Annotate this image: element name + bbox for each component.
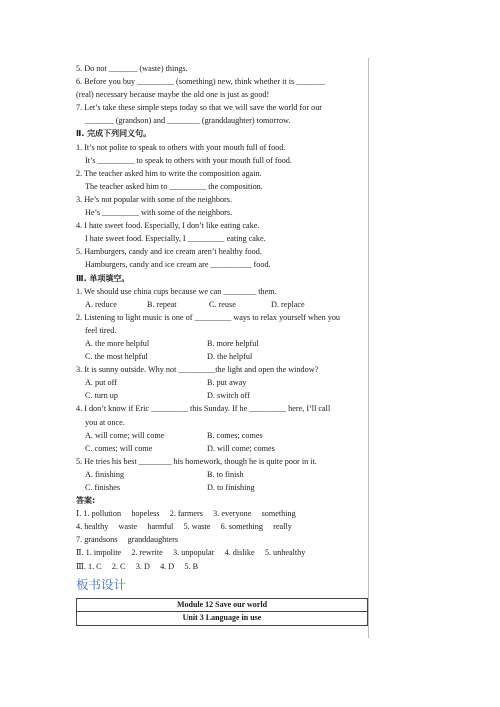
text-line: _______ (grandson) and ________ (granddaughter) tomorrow. [85,116,291,126]
margin-line [368,58,369,638]
question: 3. It is sunny outside. Why not _________the light and open the window? [76,365,319,375]
text-line: The teacher asked him to _________ the composition. [85,181,263,191]
option: C. comes; will come [85,443,153,453]
text-line: (real) necessary because maybe the old one is just as good! [76,90,270,100]
options-row [76,376,366,389]
option: C. turn up [85,391,118,401]
question: you at once. [85,417,125,427]
option: B. put away [207,378,247,388]
options-row [76,298,366,311]
text-line: 2. The teacher asked him to write the composition again. [76,168,262,178]
options-row [76,442,366,455]
option: D. the helpful [207,352,253,362]
text-line: 7. Let’s take these simple steps today so that we will save the world for our [76,103,323,113]
option: A. reduce [85,299,117,309]
text-line: I hate sweet food. Especially, I _________ eating cake. [85,234,266,244]
section-heading: Ⅱ. 完成下列同义句。 [76,129,152,139]
text-line: 5. Hamburgers, candy and ice cream aren’t healthy food. [76,247,262,257]
options-row [76,429,366,442]
answer-line: 7. grandsons granddaughters [76,535,179,545]
box-row-unit: Unit 3 Language in use [77,611,367,625]
text-line: He’s _________ with some of the neighbors. [85,208,233,218]
option: D. replace [271,299,305,309]
option: D. switch off [207,391,250,401]
question: 4. I don’t know if Eric _________ this Sunday. If he _________ here, I’ll call [76,404,331,414]
answer-line: Ⅰ. 1. pollution hopeless 2. farmers 3. everyone something [76,509,296,519]
document-content [76,62,366,626]
option: D. to finishing [207,483,255,492]
question: 2. Listening to light music is one of _________ ways to relax yourself when you [76,312,341,322]
text-line: 5. Do not _______ (waste) things. [76,64,188,73]
option: B. repeat [147,299,177,309]
question: 1. We should use china cups because we can ________ them. [76,286,277,296]
option: B. comes; comes [207,430,263,440]
options-row [76,468,366,481]
board-design-title: 板书设计 [76,576,127,592]
text-line: Hamburgers, candy and ice cream are __________ food. [85,260,271,270]
text-line: 1. It’s not polite to speak to others with your mouth full of food. [76,142,286,152]
question: feel tired. [85,325,117,335]
box-row-module: Module 12 Save our world [176,599,268,609]
options-row [76,350,366,363]
answer-line: 4. healthy waste harmful 5. waste 6. something really [76,522,292,532]
option: C. reuse [209,299,236,309]
text-line: 3. He’s not popular with some of the neighbors. [76,194,232,204]
options-row [76,389,366,402]
answer-line: Ⅱ. 1. impolite 2. rewrite 3. unpopular 4. dislike 5. unhealthy [76,548,306,558]
option: A. finishing [85,469,125,479]
text-line: 4. I hate sweet food. Especially, I don’t like eating cake. [76,221,260,231]
options-row [76,481,366,494]
text-line: 6. Before you buy _________ (something) new, think whether it is _______ [76,77,325,87]
option: B. more helpful [207,338,259,348]
answers-heading: 答案: [76,496,96,506]
option: C. the most helpful [85,352,148,362]
board-design-box [76,598,368,626]
text-line: It’s _________ to speak to others with your mouth full of food. [85,155,292,165]
section-heading: Ⅲ. 单项填空。 [76,273,130,283]
option: B. to finish [207,469,244,479]
options-row [76,337,366,350]
option: A. will come; will come [85,430,165,440]
answer-line: Ⅲ. 1. C 2. C 3. D 4. D 5. B [76,561,199,571]
option: D. will come; comes [207,443,275,453]
option: A. put off [85,378,117,388]
question: 5. He tries his best ________ his homework, though he is quite poor in it. [76,456,317,466]
option: A. the more helpful [85,338,150,348]
option: C. finishes [85,483,121,492]
